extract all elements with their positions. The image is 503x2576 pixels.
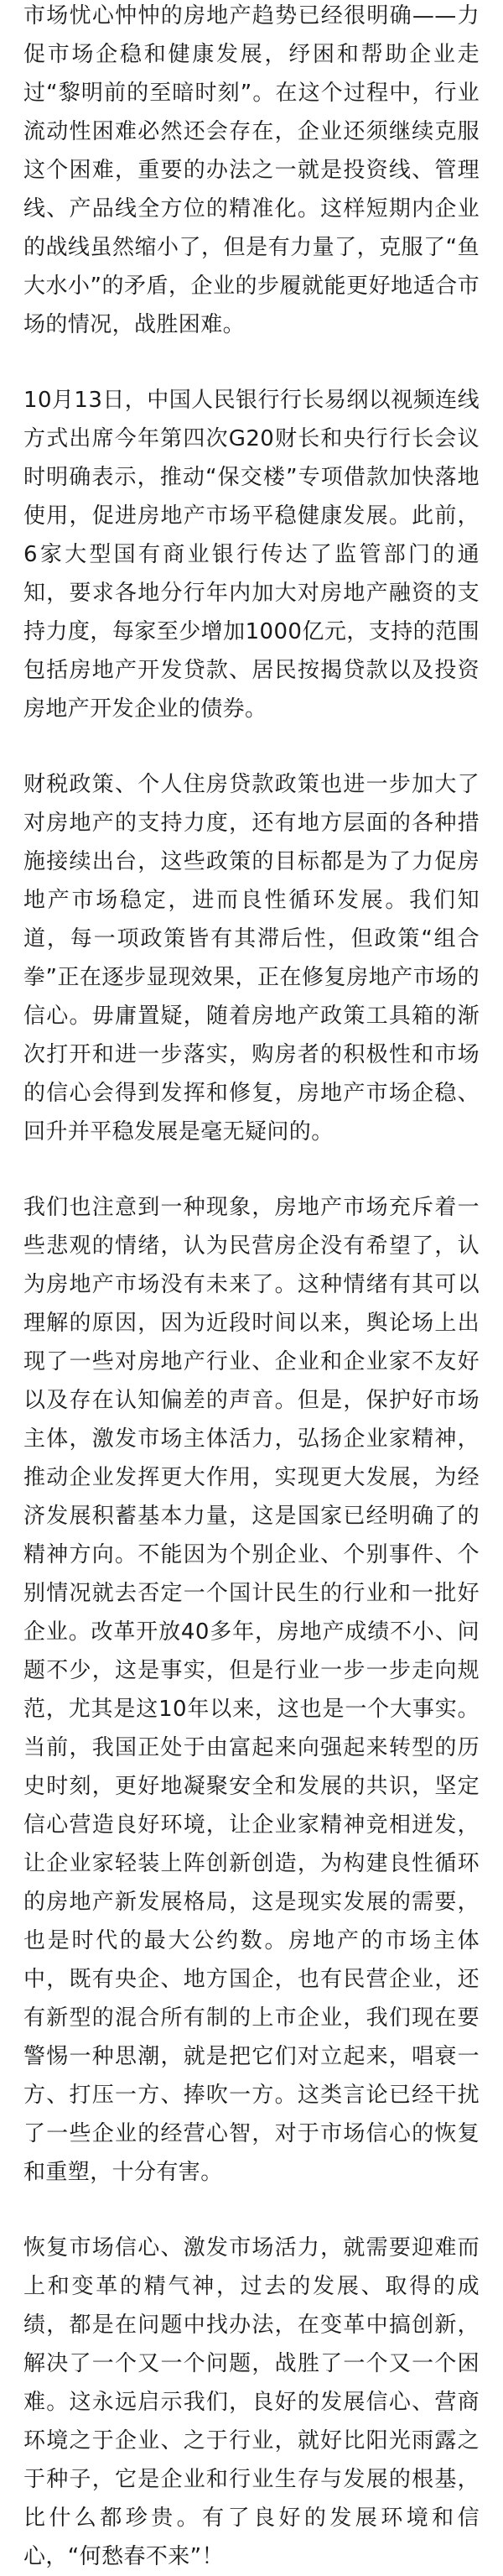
article-paragraph-1: 市场忧心忡忡的房地产趋势已经很明确——力促市场企稳和健康发展，纾困和帮助企业走过“黎明前的至暗时刻”。在这个过程中，行业流动性困难必然还会存在，企业还须继续克服这个困难，重要的办法之一就是投资线、管理线、产品线全方位的精准化。这样短期内企业的战线虽然缩小了，但是有力量了，克服了“鱼大水小”的矛盾，企业的步履就能更好地适合市场的情况，战胜困难。 — [23, 3, 480, 337]
article-paragraph-2: 10月13日，中国人民银行行长易纲以视频连线方式出席今年第四次G20财长和央行行长会议时明确表示，推动“保交楼”专项借款加快落地使用，促进房地产市场平稳健康发展。此前，6家大型国有商业银行传达了监管部门的通知，要求各地分行年内加大对房地产融资的支持力度，每家至少增加1000亿元，支持的范围包括房地产开发贷款、居民按揭贷款以及投资房地产开发企业的债券。 — [23, 388, 480, 722]
article-paragraph-4: 我们也注意到一种现象，房地产市场充斥着一些悲观的情绪，认为民营房企没有希望了，认为房地产市场没有未来了。这种情绪有其可以理解的原因，因为近段时间以来，舆论场上出现了一些对房地产行业、企业和企业家不友好以及存在认知偏差的声音。但是，保护好市场主体，激发市场主体活力，弘扬企业家精神，推动企业发挥更大作用，实现更大发展，为经济发展积蓄基本力量，这是国家已经明确了的精神方向。不能因为个别企业、个别事件、个别情况就去否定一个国计民生的行业和一批好企业。改革开放40多年，房地产成绩不小、问题不少，这是事实，但是行业一步一步走向规范，尤其是这10年以来，这也是一个大事实。当前，我国正处于由富起来向强起来转型的历史时刻，更好地凝聚安全和发展的共识，坚定信心营造良好环境，让企业家精神竞相迸发，让企业家轻装上阵创新创造，为构建良性循环的房地产新发展格局，这是现实发展的需要，也是时代的最大公约数。房地产的市场主体中，既有央企、地方国企，也有民营企业，还有新型的混合所有制的上市企业，我们现在要警惕一种思潮，就是把它们对立起来，唱衰一方、打压一方、捧吹一方。这类言论已经干扰了一些企业的经营心智，对于市场信心的恢复和重塑，十分有害。 — [23, 1195, 480, 2185]
article-paragraph-3: 财税政策、个人住房贷款政策也进一步加大了对房地产的支持力度，还有地方层面的各种措施接续出台，这些政策的目标都是为了力促房地产市场稳定，进而良性循环发展。我们知道，每一项政策皆有其滞后性，但政策“组合拳”正在逐步显现效果，正在修复房地产市场的信心。毋庸置疑，随着房地产政策工具箱的渐次打开和进一步落实，购房者的积极性和市场的信心会得到发挥和修复，房地产市场企稳、回升并平稳发展是毫无疑问的。 — [23, 772, 480, 1145]
article-paragraph-5: 恢复市场信心、激发市场活力，就需要迎难而上和变革的精气神，过去的发展、取得的成绩，都是在问题中找办法，在变革中搞创新，解决了一个又一个问题，战胜了一个又一个困难。这永远启示我们，良好的发展信心、营商环境之于企业、之于行业，就好比阳光雨露之于种子，它是企业和行业生存与发展的根基，比什么都珍贵。有了良好的发展环境和信心，“何愁春不来”！ — [23, 2235, 480, 2569]
